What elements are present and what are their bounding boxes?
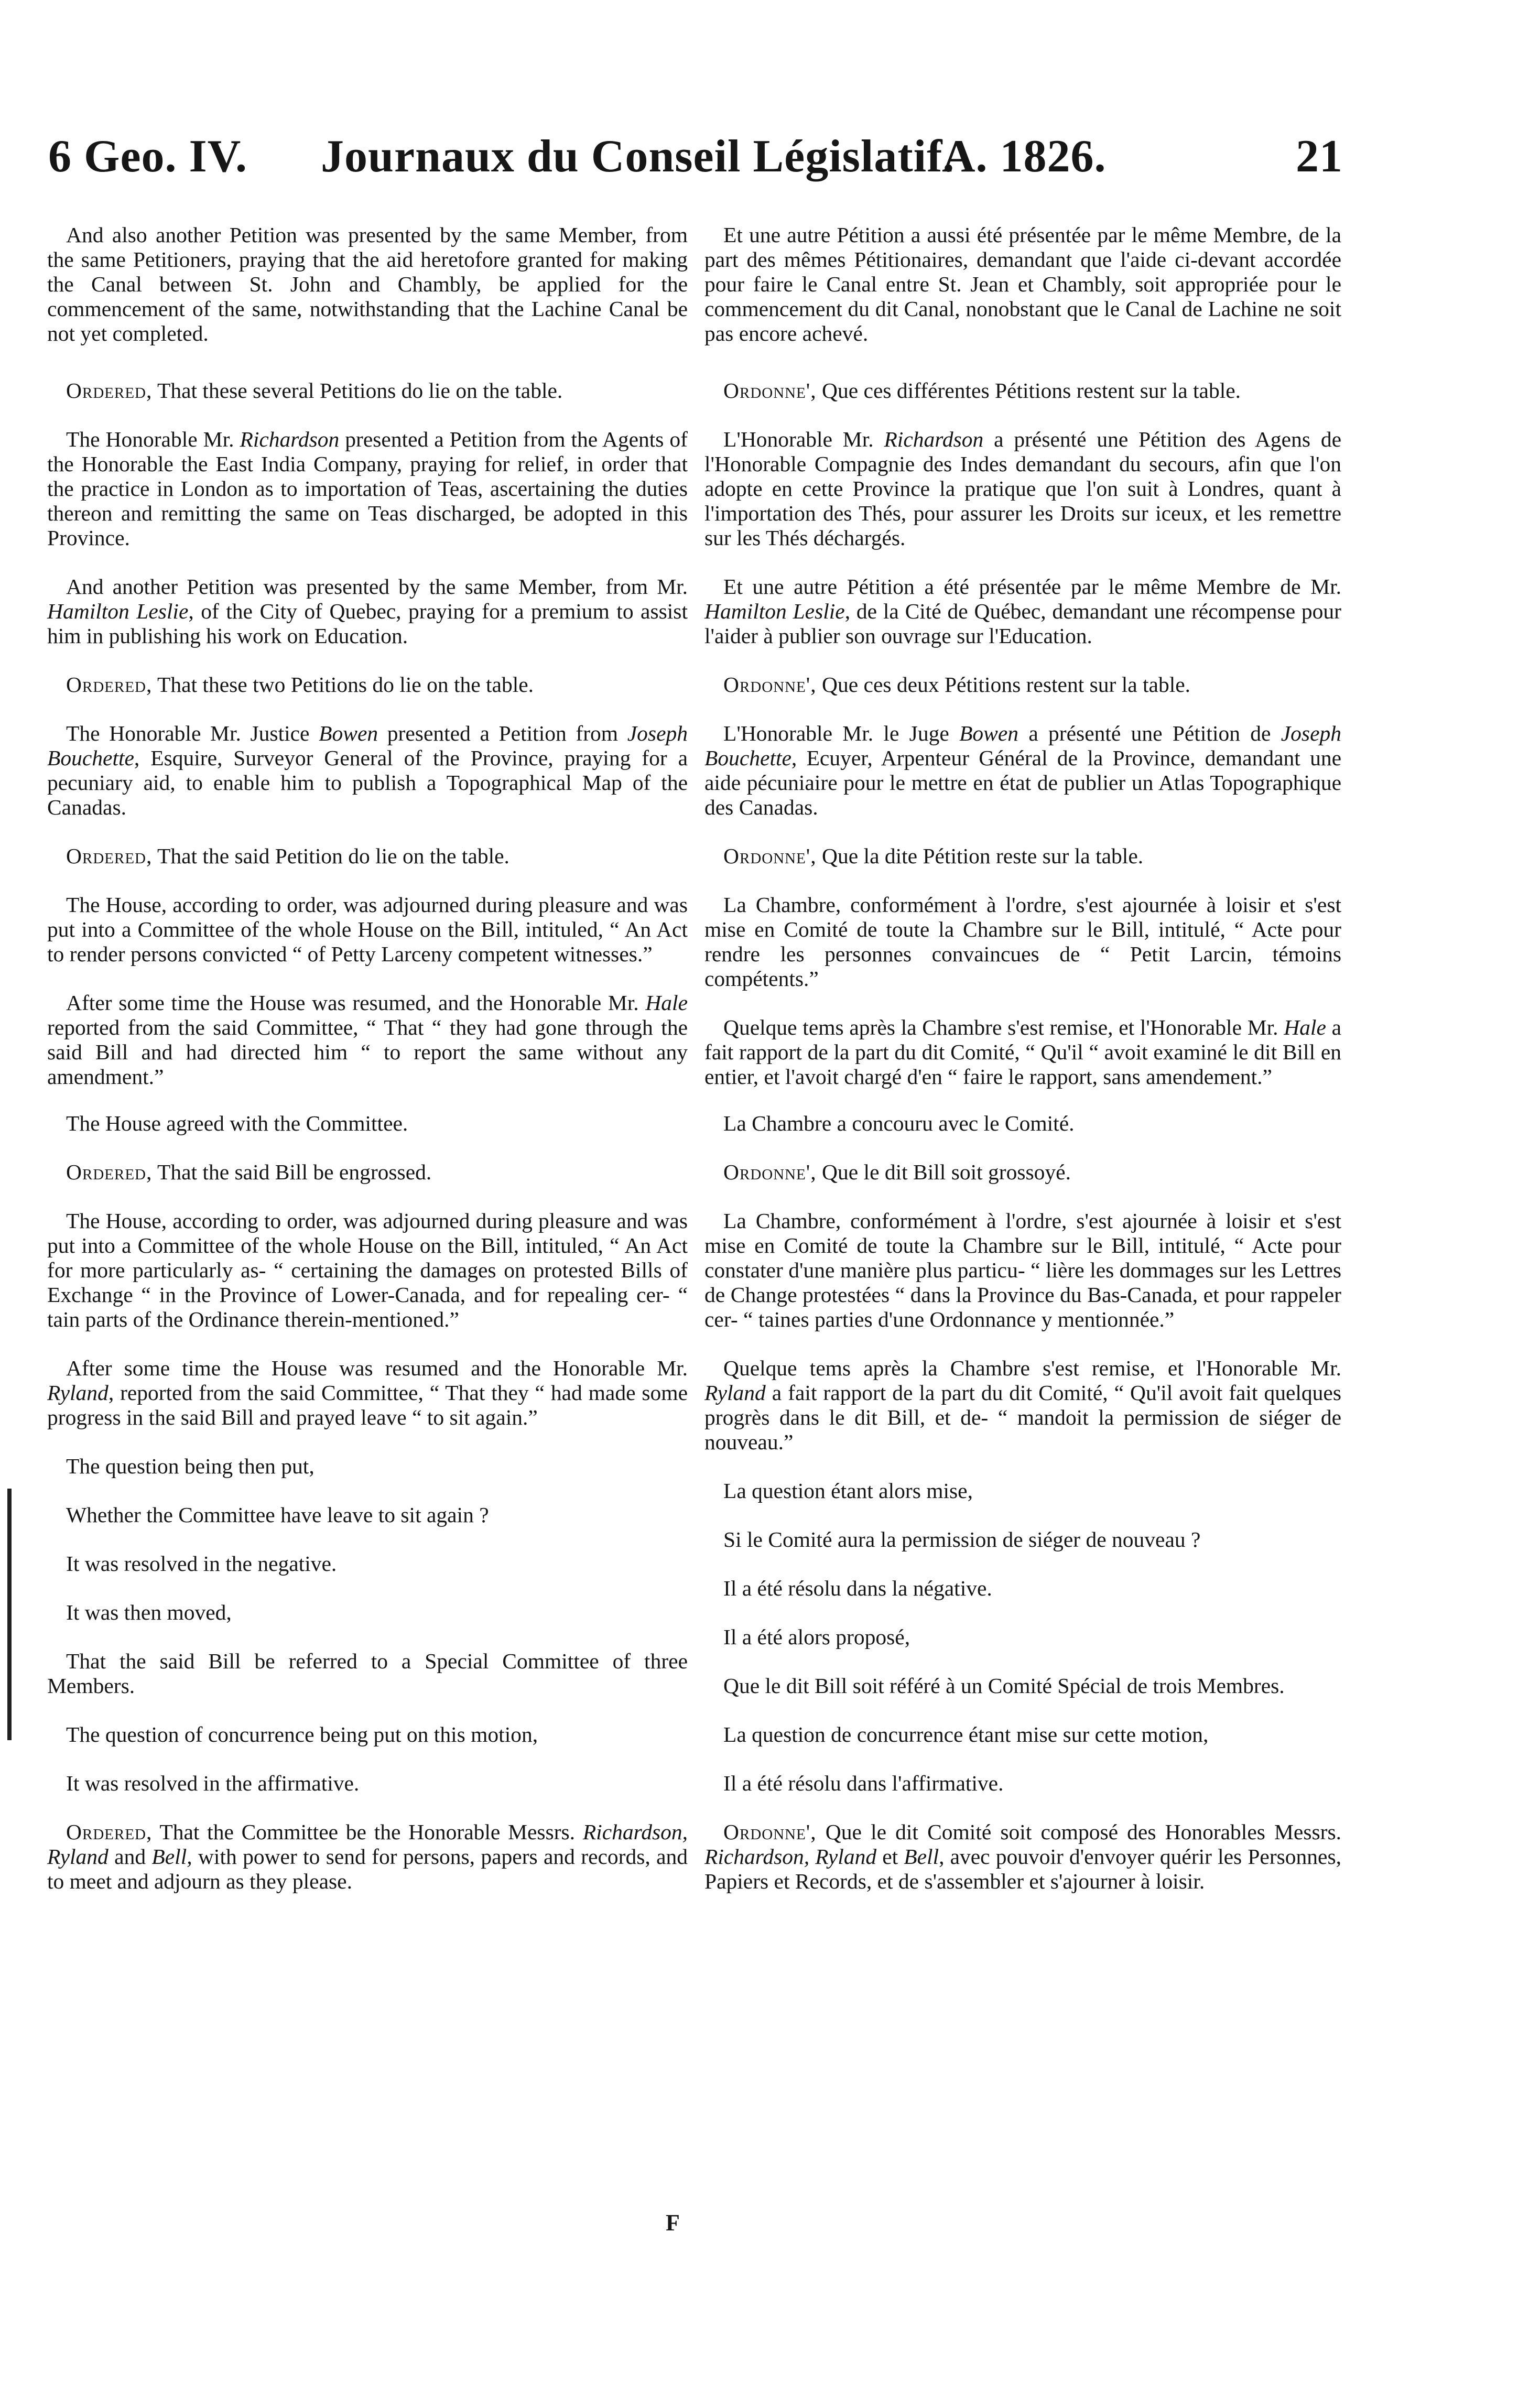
session-label: 6 Geo. IV. [48, 131, 247, 182]
paragraph-petition-canal: And also another Petition was presented by the same Member, from the same Petitioners, praying that the aid heretofore granted for making the Canal between St. John and Chambly, be applied for the commencement of the same, notwithstanding that the Lachine Canal be not yet completed. [47, 223, 688, 345]
paragraph-concurrence: The question of concurrence being put on this motion, [66, 1722, 538, 1746]
paragraphe-rapport-ryland: Quelque tems après la Chambre s'est remise, et l'Honorable Mr. Ryland a fait rapport de la part du dit Comité, “ Qu'il avoit fait quelques progrès dans le dit Bill, et de- “ mandoit la permission de siéger de nouveau.” [704, 1356, 1341, 1454]
english-column [47, 223, 688, 1894]
year-label: A. 1826. [942, 131, 1107, 182]
margin-bar [7, 1489, 12, 1740]
ordre-composition-comite: Ordonne', Que le dit Comité soit composé des Honorables Messrs. Richardson, Ryland et Bell, avec pouvoir d'envoyer quérir les Personnes, Papiers et Records, et de s'assembler et s'ajourner à loisir. [704, 1820, 1342, 1893]
order-committee-members: Ordered, That the Committee be the Honorable Messrs. Richardson, Ryland and Bell, with power to send for persons, papers and records, and to meet and adjourn as they please. [47, 1820, 688, 1893]
paragraph-house-agreed: The House agreed with the Committee. [66, 1111, 408, 1135]
paragraph-leslie: And another Petition was presented by the same Member, from Mr. Hamilton Leslie, of the City of Quebec, praying for a premium to assist him in publishing his work on Education. [47, 574, 688, 648]
paragraph-question-put: The question being then put, [66, 1454, 314, 1478]
ordre-bill-grossoye: Ordonne', Que le dit Bill soit grossoyé. [723, 1160, 1071, 1184]
page-header [48, 130, 1343, 188]
paragraph-leave-question: Whether the Committee have leave to sit again ? [66, 1503, 489, 1527]
paragraphe-petition-canal: Et une autre Pétition a aussi été présentée par le même Membre, de la part des mêmes Pétitionaires, demandant que l'aide ci-devant accordée pour faire le Canal entre St. Jean et Chambly, soit appropriée pour le commencement du dit Canal, nonobstant que le Canal de Lachine ne soit pas encore achevé. [704, 223, 1341, 345]
paragraphe-comite-special: Que le dit Bill soit référé à un Comité Spécial de trois Membres. [723, 1674, 1285, 1698]
ordered-label: Ordered, [66, 378, 153, 403]
page-number: 21 [1296, 131, 1343, 182]
paragraphe-concurrence: La question de concurrence étant mise sur cette motion, [723, 1722, 1209, 1746]
paragraphe-leslie: Et une autre Pétition a été présentée par le même Membre de Mr. Hamilton Leslie, de la Cité de Québec, demandant une récompense pour l'aider à publier son ouvrage sur l'Education. [704, 574, 1341, 648]
paragraphe-negative: Il a été résolu dans la négative. [723, 1576, 992, 1600]
paragraph-moved: It was then moved, [66, 1600, 232, 1624]
order-bill-engrossed: Ordered, That the said Bill be engrossed. [66, 1160, 432, 1184]
signature-mark: F [666, 2210, 680, 2236]
paragraphe-lettres-change: La Chambre, conformément à l'ordre, s'est ajournée à loisir et s'est mise en Comité de toute la Chambre sur le Bill, intitulé, “ Acte pour constater d'une manière plus particu- “ lière les dommages sur les Lettres de Change protestées “ dans la Province du Bas-Canada, et pour rappeler cer- “ taines parties d'une Ordonnance y mentionnée.” [704, 1209, 1341, 1331]
french-column [704, 223, 1341, 1894]
ordre-petition-table: Ordonne', Que la dite Pétition reste sur la table. [723, 844, 1144, 868]
ordre-petitions-table: Ordonne', Que ces différentes Pétitions restent sur la table. [723, 378, 1241, 403]
order-petitions-table: Ordered, That these several Petitions do lie on the table. [66, 378, 563, 403]
paragraph-ryland-report: After some time the House was resumed and the Honorable Mr. Ryland, reported from the said Committee, “ That they “ had made some progress in the said Bill and prayed leave “ to sit again.” [47, 1356, 688, 1429]
paragraphe-petit-larcin: La Chambre, conformément à l'ordre, s'est ajournée à loisir et s'est mise en Comité de toute la Chambre sur le Bill, intitulé, “ Acte pour rendre les personnes convaincues de “ Petit Larcin, témoins compétents.” [704, 893, 1341, 991]
ordonne-label: Ordonne', [723, 378, 817, 403]
paragraph-negative: It was resolved in the negative. [66, 1551, 337, 1576]
paragraphe-compagnie-indes: L'Honorable Mr. Richardson a présenté une Pétition des Agens de l'Honorable Compagnie des Indes demandant du secours, afin que l'on adopte en cette Province la pratique que l'on suit à Londres, quant à l'importation des Thés, pour assurer les Droits sur iceux, et les remettre sur les Thés déchargés. [704, 427, 1341, 550]
paragraph-exchange-bill: The House, according to order, was adjourned during pleasure and was put into a Committee of the whole House on the Bill, intituled, “ An Act for more particularly as- “ certaining the damages on protested Bills of Exchange “ in the Province of Lower-Canada, and for repealing cer- “ tain parts of the Ordinance therein-mentioned.” [47, 1209, 688, 1331]
paragraph-bouchette: The Honorable Mr. Justice Bowen presented a Petition from Joseph Bouchette, Esquire, Surveyor General of the Province, praying for a pecuniary aid, to enable him to publish a Topographical Map of the Canadas. [47, 721, 688, 819]
paragraph-east-india: The Honorable Mr. Richardson presented a Petition from the Agents of the Honorable the East India Company, praying for relief, in order that the practice in London as to importation of Teas, ascertaining the duties thereon and remitting the same on Teas discharged, be adopted in this Province. [47, 427, 688, 550]
paragraphe-chambre-concouru: La Chambre a concouru avec le Comité. [723, 1111, 1075, 1135]
journal-title: Journaux du Conseil Législatif. [321, 131, 955, 182]
ordre-deux-petitions: Ordonne', Que ces deux Pétitions restent sur la table. [723, 672, 1191, 697]
paragraphe-permission: Si le Comité aura la permission de siéger de nouveau ? [723, 1527, 1201, 1551]
paragraphe-rapport-hale: Quelque tems après la Chambre s'est remise, et l'Honorable Mr. Hale a fait rapport de la part du dit Comité, “ Qu'il “ avoit examiné le dit Bill en entier, et l'avoit chargé d'en “ faire le rapport, sans amendement.” [704, 1015, 1341, 1089]
paragraphe-bouchette: L'Honorable Mr. le Juge Bowen a présenté une Pétition de Joseph Bouchette, Ecuyer, Arpenteur Général de la Province, demandant une aide pécuniaire pour le mettre en état de publier un Atlas Topographique des Canadas. [704, 721, 1342, 819]
paragraph-special-committee: That the said Bill be referred to a Special Committee of three Members. [47, 1649, 688, 1698]
paragraph-affirmative: It was resolved in the affirmative. [66, 1771, 360, 1795]
paragraphe-affirmative: Il a été résolu dans l'affirmative. [723, 1771, 1004, 1795]
paragraph-larceny-bill: The House, according to order, was adjourned during pleasure and was put into a Committee of the whole House on the Bill, intituled, “ An Act to render persons convicted “ of Petty Larceny competent witnesses.” [47, 893, 688, 966]
order-petition-table: Ordered, That the said Petition do lie on the table. [66, 844, 509, 868]
paragraphe-question-mise: La question étant alors mise, [723, 1479, 973, 1503]
paragraphe-propose: Il a été alors proposé, [723, 1625, 910, 1649]
paragraph-hale-report: After some time the House was resumed, and the Honorable Mr. Hale reported from the said Committee, “ That “ they had gone through the said Bill and had directed him “ to report the same without any amendment.” [47, 991, 688, 1089]
order-two-petitions: Ordered, That these two Petitions do lie on the table. [66, 672, 534, 697]
